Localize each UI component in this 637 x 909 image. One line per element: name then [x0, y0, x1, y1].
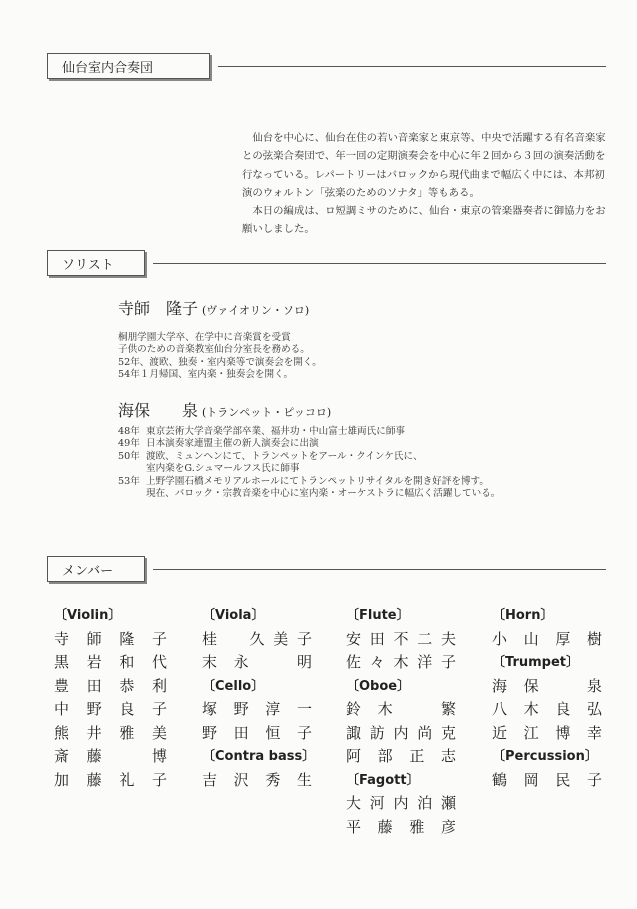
bio-line [118, 426, 500, 438]
intro-paragraph-1: 仙台を中心に、仙台在住の若い音楽家と東京等、中央で活躍する有名音楽家との弦楽合奏団で、年一回の定期演奏会を中心に年２回から３回の演奏活動を行なっている。レパートリーはバロックから現代曲まで幅広く中には、本邦初演のウォルトン「弦楽のためのソナタ」等もある。 [242, 132, 606, 199]
member-name: 熊井雅美 [54, 723, 167, 742]
member-name: 吉沢秀生 [202, 770, 312, 789]
section-header-ensemble [47, 53, 210, 79]
section-title-ensemble: 仙台室内合奏団 [47, 53, 210, 79]
bio-line [118, 451, 500, 463]
member-name: 近江博幸 [492, 723, 602, 742]
soloist-bio-1 [118, 332, 322, 382]
soloist-role: (ヴァイオリン・ソロ) [202, 304, 310, 317]
bio-text: 桐朋学園大学卒、在学中に音楽賞を受賞 [118, 332, 291, 343]
instrument-label: 〔Viola〕 [202, 608, 265, 623]
soloist-bio-2 [118, 426, 500, 500]
bio-text: 上野学園石橋メモリアルホールにてトランペットリサイタルを開き好評を博す。 [146, 475, 489, 487]
instrument-label: 〔Fagott〕 [346, 772, 420, 788]
section-rule-members [153, 569, 606, 570]
instrument-label: 〔Violin〕 [54, 608, 122, 623]
instrument-label: 〔Oboe〕 [346, 678, 411, 694]
member-name: 鈴木 繁 [346, 700, 456, 718]
bio-continuation: 室内楽をG.シュマールフス氏に師事 [146, 463, 300, 475]
instrument-label: 〔Trumpet〕 [492, 655, 579, 670]
soloist-role: (トランペット・ピッコロ) [202, 406, 332, 419]
members-column-2 [202, 604, 316, 792]
bio-year: 49年 [118, 438, 140, 450]
member-name: 塚野淳一 [202, 700, 312, 718]
intro-paragraph-2: 本日の編成は、ロ短調ミサのために、仙台・東京の管楽器奏者に御協力をお願いしました。 [242, 205, 606, 236]
section-rule-ensemble [218, 66, 606, 67]
section-title-soloists: ソリスト [47, 250, 145, 276]
member-name: 安田不二夫 [346, 629, 456, 648]
section-header-soloists [47, 250, 145, 276]
member-name: 野田恒子 [202, 723, 312, 742]
instrument-label: 〔Percussion〕 [492, 749, 598, 764]
member-name: 豊田恭利 [54, 676, 167, 695]
section-title-members: メンバー [47, 556, 145, 582]
instrument-label: 〔Contra bass〕 [202, 749, 316, 764]
member-name: 寺師隆子 [54, 629, 167, 648]
bio-line [118, 332, 322, 344]
section-rule-soloists [153, 263, 606, 264]
member-name: 末永 明 [202, 653, 312, 671]
member-name: 大河内泊瀬 [346, 794, 456, 812]
bio-text: 渡欧、ミュンヘンにて、トランペットをアール・クインケ氏に、 [146, 450, 423, 462]
soloist-name-2 [118, 398, 331, 421]
member-name: 中野良子 [54, 700, 167, 718]
bio-text: 52年、渡欧、独奏・室内楽等で演奏会を開く。 [118, 356, 322, 368]
ensemble-description [242, 129, 610, 239]
bio-year: 48年 [118, 426, 140, 437]
soloist-name-1 [118, 296, 309, 319]
member-name: 阿部正志 [346, 747, 456, 765]
member-name: 諏訪内尚克 [346, 723, 456, 742]
member-name: 佐々木洋子 [346, 653, 456, 671]
member-name: 平藤雅彦 [346, 817, 456, 836]
instrument-label: 〔Cello〕 [202, 678, 265, 694]
bio-year: 53年 [118, 475, 140, 487]
soloist-name-text: 寺師 隆子 [118, 299, 199, 318]
bio-line [118, 476, 500, 488]
member-name: 斎藤 博 [54, 747, 167, 765]
section-header-members [47, 556, 145, 582]
members-column-3 [346, 604, 456, 839]
bio-line [118, 438, 500, 450]
bio-line [118, 344, 322, 356]
member-name: 桂 久美子 [202, 629, 312, 648]
bio-year: 50年 [118, 450, 140, 462]
members-column-1 [54, 604, 167, 792]
soloist-name-text: 海保 泉 [118, 401, 199, 420]
bio-line [118, 369, 322, 381]
member-name: 鶴岡民子 [492, 770, 602, 789]
member-name: 黒岩和代 [54, 653, 167, 671]
bio-text: 子供のための音楽教室仙台分室長を務める。 [118, 344, 310, 356]
bio-continuation: 現在、バロック・宗教音楽を中心に室内楽・オーケストラに幅広く活躍している。 [146, 488, 501, 500]
members-column-4 [492, 604, 602, 792]
bio-line [118, 357, 322, 369]
bio-text: 日本演奏家連盟主催の新人演奏会に出演 [146, 438, 319, 450]
instrument-label: 〔Flute〕 [346, 608, 410, 623]
member-name: 小山厚樹 [492, 629, 602, 648]
member-name: 加藤礼子 [54, 770, 167, 789]
member-name: 海保 泉 [492, 676, 602, 695]
instrument-label: 〔Horn〕 [492, 608, 554, 623]
bio-text: 東京芸術大学音楽学部卒業、福井功・中山富士雄両氏に師事 [146, 426, 406, 437]
bio-text: 54年１月帰国、室内楽・独奏会を開く。 [118, 369, 294, 381]
member-name: 八木良弘 [492, 700, 602, 718]
